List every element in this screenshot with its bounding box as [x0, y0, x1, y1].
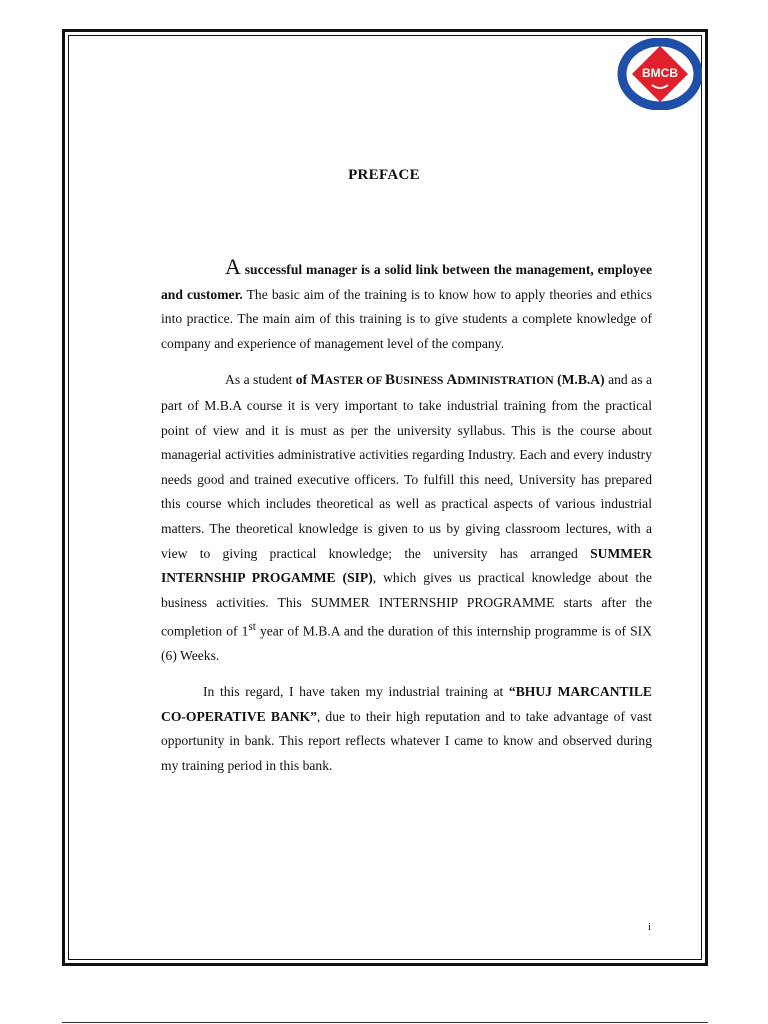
paragraph-3-text-2: , due to their high reputation and to take advantage of vast opportunity in bank. This report reflects whatever I came to know and observed during my training period in this bank. — [161, 708, 652, 773]
bank-name: “BHUJ MARCANTILE CO-OPERATIVE BANK” — [161, 684, 653, 724]
sip-name: SUMMER INTERNSHIP PROGAMME (SIP) — [161, 545, 652, 586]
logo-text: BMCB — [642, 66, 678, 80]
bold-lead: successful manager is a solid link between the management, employee and customer. — [161, 262, 652, 302]
degree-a-rest: DMINISTRATION — [457, 374, 554, 388]
paragraph-1 — [161, 255, 652, 356]
paragraph-2 — [161, 368, 652, 669]
degree-m-rest: ASTER — [324, 374, 364, 388]
intro-text: As a student — [225, 372, 296, 388]
degree-b-rest: USINESS — [395, 374, 444, 388]
ordinal-superscript: st — [248, 621, 256, 634]
degree-name — [296, 372, 605, 387]
paragraph-1-text: The basic aim of the training is to know how to apply theories and ethics into practice. The main aim of this training is to give students a complete knowledge of company and experience of management level of the company. — [161, 286, 652, 351]
footer-rule — [62, 1022, 708, 1023]
degree-of2: OF — [363, 374, 385, 388]
degree-b-cap: B — [385, 372, 396, 389]
paragraph-2-text-3: year of M.B.A and the duration of this internship programme is of SIX (6) Weeks. — [161, 623, 652, 664]
dropcap: A — [225, 254, 241, 279]
bmcb-logo — [614, 38, 702, 110]
degree-of: of — [295, 372, 311, 388]
paragraph-3-text-1: In this regard, I have taken my industrial training at — [203, 684, 509, 700]
paragraph-2-text-1: and as a part of M.B.A course it is very important to take industrial training from the practical point of view and it is must as per the university syllabus. This is the course about managerial activities administrative activities regarding Industry. Each and every industry needs good and trained executive officers. To fulfill this need, University has prepared this course which includes theoretical as well as practical aspects of various industrial matters. The theoretical knowledge is given to us by giving classroom lectures, with a view to giving practical knowledge; the university has arranged — [161, 372, 652, 561]
page-number: i — [648, 921, 652, 933]
degree-abbr: (M.B.A) — [553, 372, 605, 388]
paragraph-2-text-2: , which gives us practical knowledge about the business activities. This SUMMER INTERNSHIP PROGRAMME starts after the completion of 1 — [161, 570, 653, 639]
preface-body — [161, 255, 652, 778]
degree-a-cap: A — [443, 372, 458, 389]
paragraph-3 — [161, 680, 652, 778]
page-title: PREFACE — [348, 167, 420, 183]
degree-m-cap: M — [310, 372, 325, 389]
